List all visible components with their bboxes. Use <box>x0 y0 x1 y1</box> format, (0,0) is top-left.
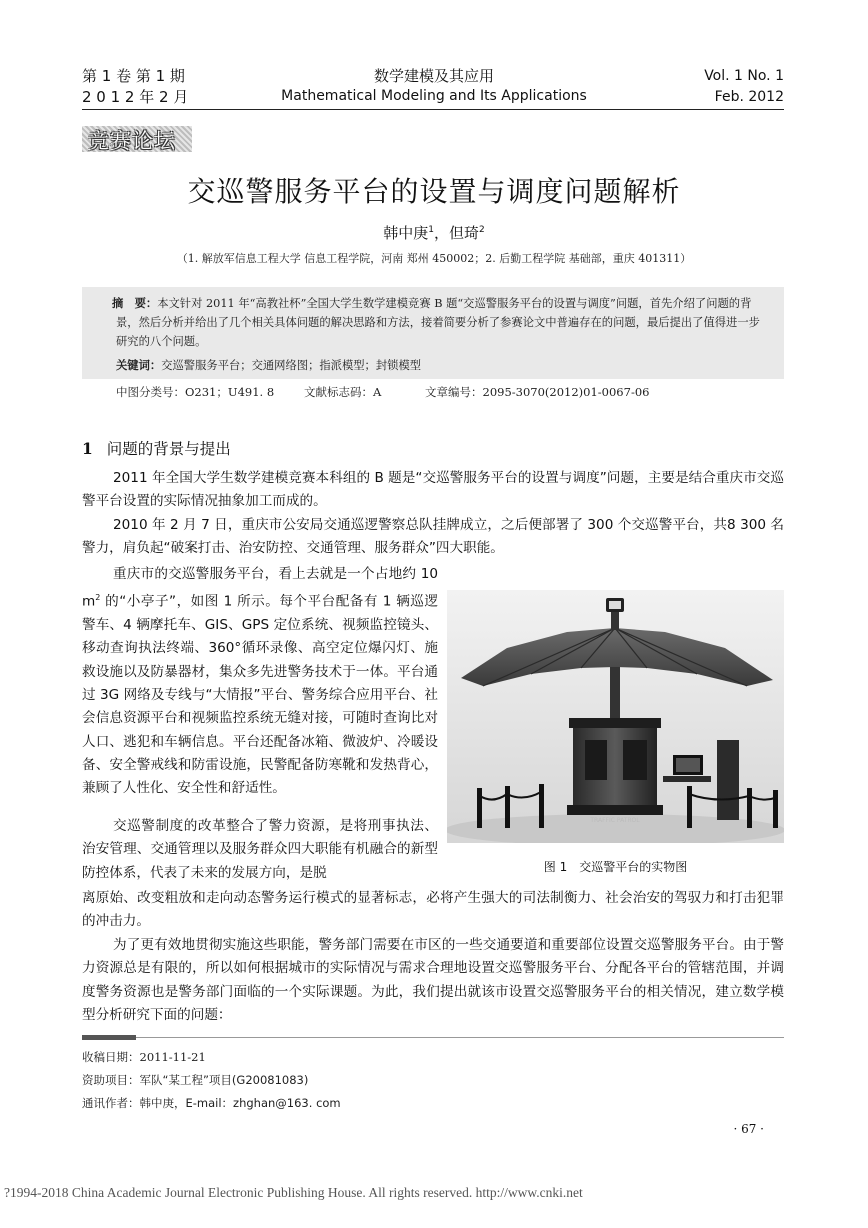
journal-volume: Vol. 1 No. 1 Feb. 2012 <box>704 68 784 105</box>
platform-sign-text: TRAFFIC PATROL <box>590 817 640 824</box>
article-number: 文章编号：2095-3070(2012)01-0067-06 <box>425 385 650 399</box>
corresponding-author: 通讯作者：韩中庚，E-mail：zhghan@163. com <box>82 1096 341 1110</box>
paragraph: 2010 年 2 月 7 日，重庆市公安局交通巡逻警察总队挂牌成立，之后便部署了 300 个交巡警平台，共8 300 名警力，肩负起“破案打击、治安防控、交通管理、服务群众”四大职能。 <box>82 517 784 557</box>
funding: 资助项目：军队“某工程”项目(G20081083) <box>82 1073 309 1087</box>
authors: 韩中庚$^1$，但琦$^2$ <box>383 224 485 242</box>
police-platform-photo <box>447 590 784 843</box>
clc-number: 中图分类号：O231；U491. 8 <box>116 385 275 399</box>
paragraph: 为了更有效地贯彻实施这些职能，警务部门需要在市区的一些交通要道和重要部位设置交巡警服务平台。由于警力资源总是有限的，所以如何根据城市的实际情况与需求合理地设置交巡警服务平台、分配各平台的管辖范围，并调度警务资源也是警务部门面临的一个实际课题。为此，我们提出就该市设置交巡警服务平台的相关情况，建立数学模型分析研究下面的问题： <box>82 937 784 1023</box>
footnote-rule <box>82 1037 784 1038</box>
header-rule <box>82 109 784 110</box>
affiliation: （1. 解放军信息工程大学 信息工程学院，河南 郑州 450002；2. 后勤工程学院 基础部，重庆 401311） <box>176 252 692 265</box>
keywords: 关键词：交巡警服务平台；交通网络图；指派模型；封锁模型 <box>116 359 422 372</box>
doc-code: 文献标志码：A <box>304 385 382 399</box>
paragraph: 离原始、改变粗放和走向动态警务运行模式的显著标志，必将产生强大的司法制衡力、社会治安的驾驭力和打击犯罪的冲击力。 <box>82 890 784 930</box>
received-date: 收稿日期：2011-11-21 <box>82 1050 206 1064</box>
section-heading: 1 问题的背景与提出 <box>82 439 231 458</box>
paragraph: 重庆市的交巡警服务平台，看上去就是一个占地约 10 $m^2$ 的“小亭子”，如图 1 所示。每个平台配备有 1 辆巡逻警车、4 辆摩托车、GIS、GPS 定位系统、视频监控镜头、移动查询执法终端、360°循环录像、高空定位爆闪灯、施救设施以及防暴器材，集众多先进警务技术于一体。平台通过 3G 网络及专线与“大情报”平台、警务综合应用平台、社会信息资源平台和视频监控系统无缝对接，可随时查询比对人口、逃犯和车辆信息。平台还配备冰箱、微波炉、冷暖设备、安全警戒线和防雷设施，民警配备防寒靴和发热背心，兼顾了人性化、安全性和舒适性。 <box>82 566 438 797</box>
footnote-rule-accent <box>82 1035 136 1040</box>
abstract: 摘 要：本文针对 2011 年“高教社杯”全国大学生数学建模竞赛 B 题“交巡警服务平台的设置与调度”问题，首先介绍了问题的背景，然后分析并给出了几个相关具体问题的解决思路和方法，接着简要分析了参赛论文中普遍存在的问题，最后提出了值得进一步研究的八个问题。 <box>112 297 760 348</box>
section-label: 竞赛论坛 <box>82 120 192 158</box>
cnki-watermark: ?1994-2018 China Academic Journal Electronic Publishing House. All rights reserved. http://www.cnki.net <box>4 1185 583 1200</box>
journal-issue: 第 1 卷 第 1 期 2 0 1 2 年 2 月 <box>82 67 189 106</box>
journal-name: 数学建模及其应用 Mathematical Modeling and Its Applications <box>281 67 587 104</box>
figure-caption: 图 1 交巡警平台的实物图 <box>543 860 688 874</box>
police-platform-illustration <box>447 590 784 843</box>
paragraph: 交巡警制度的改革整合了警力资源，是将刑事执法、治安管理、交通管理以及服务群众四大职能有机融合的新型防控体系，代表了未来的发展方向，是脱 <box>82 818 438 881</box>
page-number: · 67 · <box>733 1122 764 1136</box>
paragraph: 2011 年全国大学生数学建模竞赛本科组的 B 题是“交巡警服务平台的设置与调度”问题，主要是结合重庆市交巡警平台设置的实际情况抽象加工而成的。 <box>82 470 784 510</box>
paper-title: 交巡警服务平台的设置与调度问题解析 <box>187 175 681 208</box>
